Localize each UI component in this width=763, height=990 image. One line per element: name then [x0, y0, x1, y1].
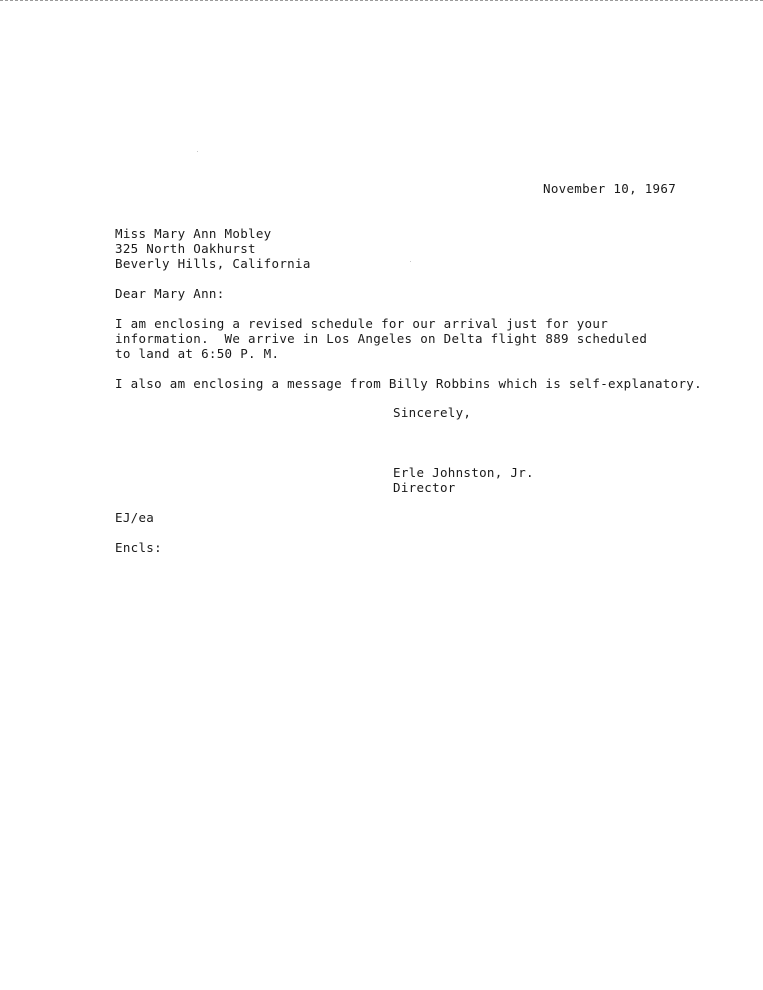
signature-title: Director: [393, 480, 456, 495]
reference-initials: EJ/ea: [115, 510, 155, 525]
enclosures-notation: Encls:: [115, 540, 162, 555]
body-paragraph-1-line-1: I am enclosing a revised schedule for our arrival just for your: [115, 316, 609, 331]
recipient-street: 325 North Oakhurst: [115, 241, 256, 256]
closing: Sincerely,: [393, 405, 472, 420]
recipient-city: Beverly Hills, California: [115, 256, 311, 271]
speck: [410, 261, 411, 262]
letter-date: November 10, 1967: [543, 181, 677, 196]
salutation: Dear Mary Ann:: [115, 286, 225, 301]
page-top-edge: [0, 0, 763, 1]
recipient-name: Miss Mary Ann Mobley: [115, 226, 272, 241]
body-paragraph-1-line-2: information. We arrive in Los Angeles on Delta flight 889 scheduled: [115, 331, 648, 346]
signature-name: Erle Johnston, Jr.: [393, 465, 534, 480]
body-paragraph-2: I also am enclosing a message from Billy Robbins which is self-explanatory.: [115, 376, 702, 391]
speck: [197, 151, 198, 152]
body-paragraph-1-line-3: to land at 6:50 P. M.: [115, 346, 280, 361]
